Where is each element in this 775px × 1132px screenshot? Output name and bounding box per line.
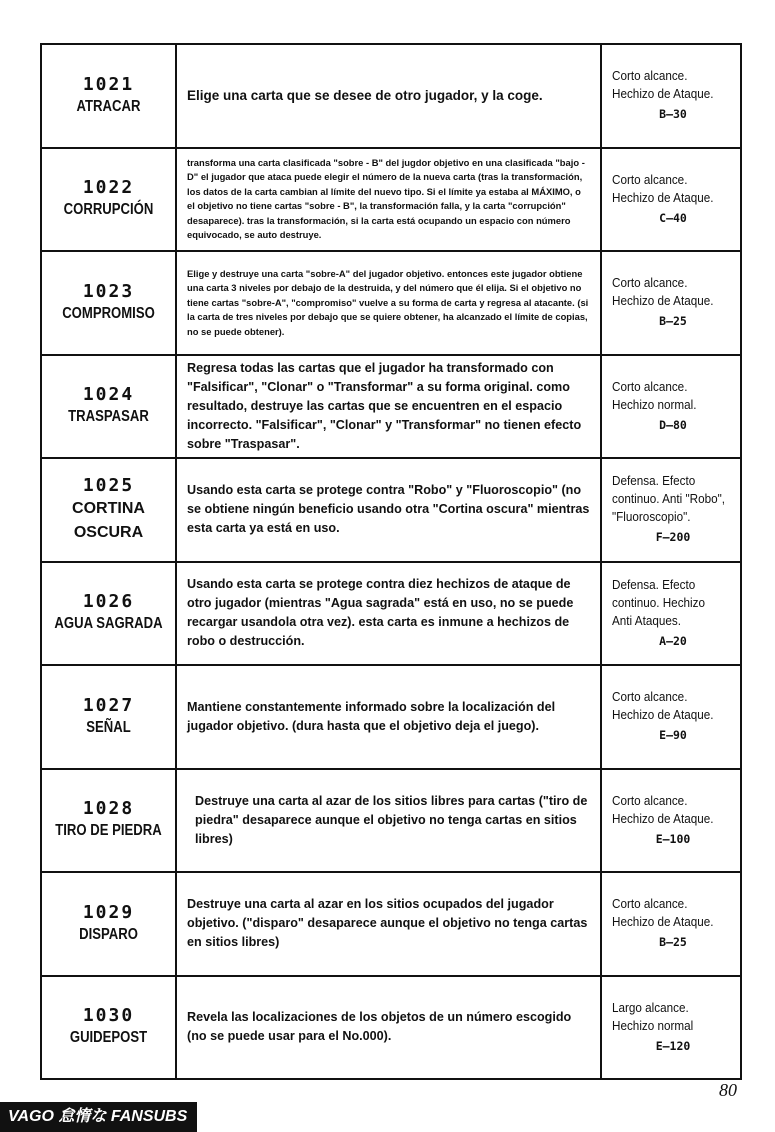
card-number: 1024 — [82, 384, 135, 406]
card-id-cell — [41, 769, 176, 873]
card-description: Mantiene constantemente informado sobre la localización del jugador objetivo. (dura hasta que el objetivo deja el juego). — [187, 699, 556, 733]
card-description: Destruye una carta al azar en los sitios ocupados del jugador objetivo. ("disparo" desaparece aunque el objetivo no tenga cartas en sitios libres) — [187, 897, 588, 950]
card-type: Hechizo de Ataque. — [612, 810, 714, 826]
card-name: CORRUPCIÓN — [63, 201, 154, 219]
card-row — [41, 872, 741, 976]
card-description: Regresa todas las cartas que el jugador ha transformado con "Falsificar", "Clonar" o "Transformar" a su forma original. como resultado, destruye las cartas que se encuentren en el espacio incorrecto. "Falsificar", "Clonar" y "Transformar" no tienen efecto sobre "Traspasar". — [187, 360, 582, 451]
card-name: TRASPASAR — [68, 408, 149, 426]
card-code: E—100 — [655, 831, 691, 846]
card-range: Corto alcance. — [612, 378, 688, 394]
card-meta-cell — [601, 976, 741, 1080]
card-code: E—120 — [655, 1038, 691, 1053]
card-range: Corto alcance. — [612, 896, 688, 912]
card-id-cell — [41, 355, 176, 459]
card-type: Hechizo de Ataque. — [612, 189, 714, 205]
card-description-cell — [176, 665, 601, 769]
card-description: Elige una carta que se desee de otro jugador, y la coge. — [187, 88, 543, 104]
card-description-cell — [176, 976, 601, 1080]
card-meta-cell — [601, 458, 741, 562]
card-id-cell — [41, 251, 176, 355]
card-code: B—25 — [659, 314, 687, 329]
card-description: transforma una carta clasificada "sobre - B" del jugdor objetivo en una clasificada "bajo - D" el jugador que ataca puede elegir el número de la nueva carta (tras la transformación, los datos de la carta cambian al límite del nuevo tipo. Si el límite ya estaba al MÁXIMO, o el objetivo no tiene cartas "sobre - B", la transformación falla, y la carta "corrupción" desaparece). tras la transformación, si la carta está ocupando un espacio con número equivocado, se auto destruye. — [187, 156, 585, 241]
card-extra: "Fluoroscopio". — [612, 509, 691, 525]
card-code: E—90 — [659, 728, 687, 743]
card-type: Hechizo de Ataque. — [612, 293, 714, 309]
card-description: Destruye una carta al azar de los sitios libres para cartas ("tiro de piedra" desaparece aunque el objetivo no tenga cartas en sitios libres) — [195, 793, 588, 846]
card-row — [41, 976, 741, 1080]
card-code: D—80 — [659, 417, 687, 432]
card-description-cell — [176, 148, 601, 252]
card-id-cell — [41, 148, 176, 252]
card-description: Usando esta carta se protege contra diez hechizos de ataque de otro jugador (mientras "Agua sagrada" está en uso, no se puede recargar usandola otra vez). esta carta es inmune a hechizos de robo o destrucción. — [187, 577, 574, 649]
card-description-cell — [176, 355, 601, 459]
card-name: TIRO DE PIEDRA — [55, 822, 162, 840]
card-id-cell — [41, 872, 176, 976]
card-id-cell — [41, 665, 176, 769]
card-number: 1030 — [82, 1005, 135, 1027]
card-description-cell — [176, 251, 601, 355]
card-meta-cell — [601, 872, 741, 976]
card-type: continuo. Hechizo — [612, 594, 706, 610]
card-row — [41, 44, 741, 148]
card-description-cell — [176, 769, 601, 873]
card-range: Corto alcance. — [612, 792, 688, 808]
card-row — [41, 769, 741, 873]
card-row — [41, 251, 741, 355]
card-number: 1023 — [82, 280, 135, 302]
card-range: Largo alcance. — [612, 999, 689, 1015]
card-row — [41, 665, 741, 769]
card-id-cell — [41, 44, 176, 148]
card-number: 1026 — [82, 591, 135, 613]
card-description-cell — [176, 562, 601, 666]
card-description: Usando esta carta se protege contra "Robo" y "Fluoroscopio" (no se obtiene ningún beneficio usando otra "Cortina oscura" mientras esta carta ya está en uso. — [187, 483, 590, 536]
card-description-cell — [176, 458, 601, 562]
scanlation-credit-badge: VAGO 怠惰な FANSUBS — [0, 1102, 197, 1132]
card-name: ATRACAR — [76, 97, 141, 115]
card-id-cell — [41, 976, 176, 1080]
card-range: Corto alcance. — [612, 68, 688, 84]
card-name: COMPROMISO — [62, 304, 155, 322]
card-meta-cell — [601, 355, 741, 459]
card-code: B—30 — [659, 107, 687, 122]
card-range: Defensa. Efecto — [612, 473, 696, 489]
card-meta-cell — [601, 665, 741, 769]
card-meta-cell — [601, 769, 741, 873]
card-description-cell — [176, 44, 601, 148]
card-description: Revela las localizaciones de los objetos de un número escogido (no se puede usar para el No.000). — [187, 1010, 572, 1044]
card-table — [40, 43, 742, 1080]
card-number: 1028 — [82, 798, 135, 820]
card-description-cell — [176, 872, 601, 976]
card-code: C—40 — [659, 210, 687, 225]
card-id-cell — [41, 562, 176, 666]
card-type: Hechizo de Ataque. — [612, 86, 714, 102]
card-name: DISPARO — [79, 925, 138, 943]
card-type: Hechizo de Ataque. — [612, 914, 714, 930]
card-code: A—20 — [659, 633, 687, 648]
card-meta-cell — [601, 44, 741, 148]
card-row — [41, 355, 741, 459]
card-name: AGUA SAGRADA — [54, 615, 163, 633]
card-meta-cell — [601, 562, 741, 666]
card-id-cell — [41, 458, 176, 562]
card-range: Corto alcance. — [612, 275, 688, 291]
card-code: F—200 — [655, 530, 691, 545]
card-name: SEÑAL — [86, 718, 131, 736]
card-type: Hechizo de Ataque. — [612, 707, 714, 723]
card-type: continuo. Anti "Robo", — [612, 491, 726, 507]
page-number: 80 — [719, 1080, 737, 1100]
card-number: 1025 — [82, 474, 135, 496]
card-type: Hechizo normal — [612, 1017, 694, 1033]
card-name: GUIDEPOST — [69, 1029, 148, 1047]
card-extra: Anti Ataques. — [612, 612, 681, 628]
card-number: 1029 — [82, 901, 135, 923]
card-range: Corto alcance. — [612, 689, 688, 705]
card-number: 1021 — [82, 73, 135, 95]
card-row — [41, 562, 741, 666]
card-range: Defensa. Efecto — [612, 576, 696, 592]
card-number: 1022 — [82, 177, 135, 199]
card-number: 1027 — [82, 694, 135, 716]
card-code: B—25 — [659, 935, 687, 950]
card-row — [41, 458, 741, 562]
card-type: Hechizo normal. — [612, 396, 697, 412]
card-meta-cell — [601, 148, 741, 252]
card-meta-cell — [601, 251, 741, 355]
card-description: Elige y destruye una carta "sobre-A" del jugador objetivo. entonces este jugador obtiene una carta 3 niveles por debajo de la destruida, y del número que él elija. Si el objetivo no tiene cartas "sobre-A", "compromiso" vuelve a su forma de carta y regresa al atacante. (si la carta de tres niveles por debajo que se quiere obtener, ha alcanzado el límite de copias, no se puede obtener). — [187, 267, 589, 337]
card-name: CORTINA OSCURA — [72, 499, 145, 541]
card-row — [41, 148, 741, 252]
card-range: Corto alcance. — [612, 171, 688, 187]
